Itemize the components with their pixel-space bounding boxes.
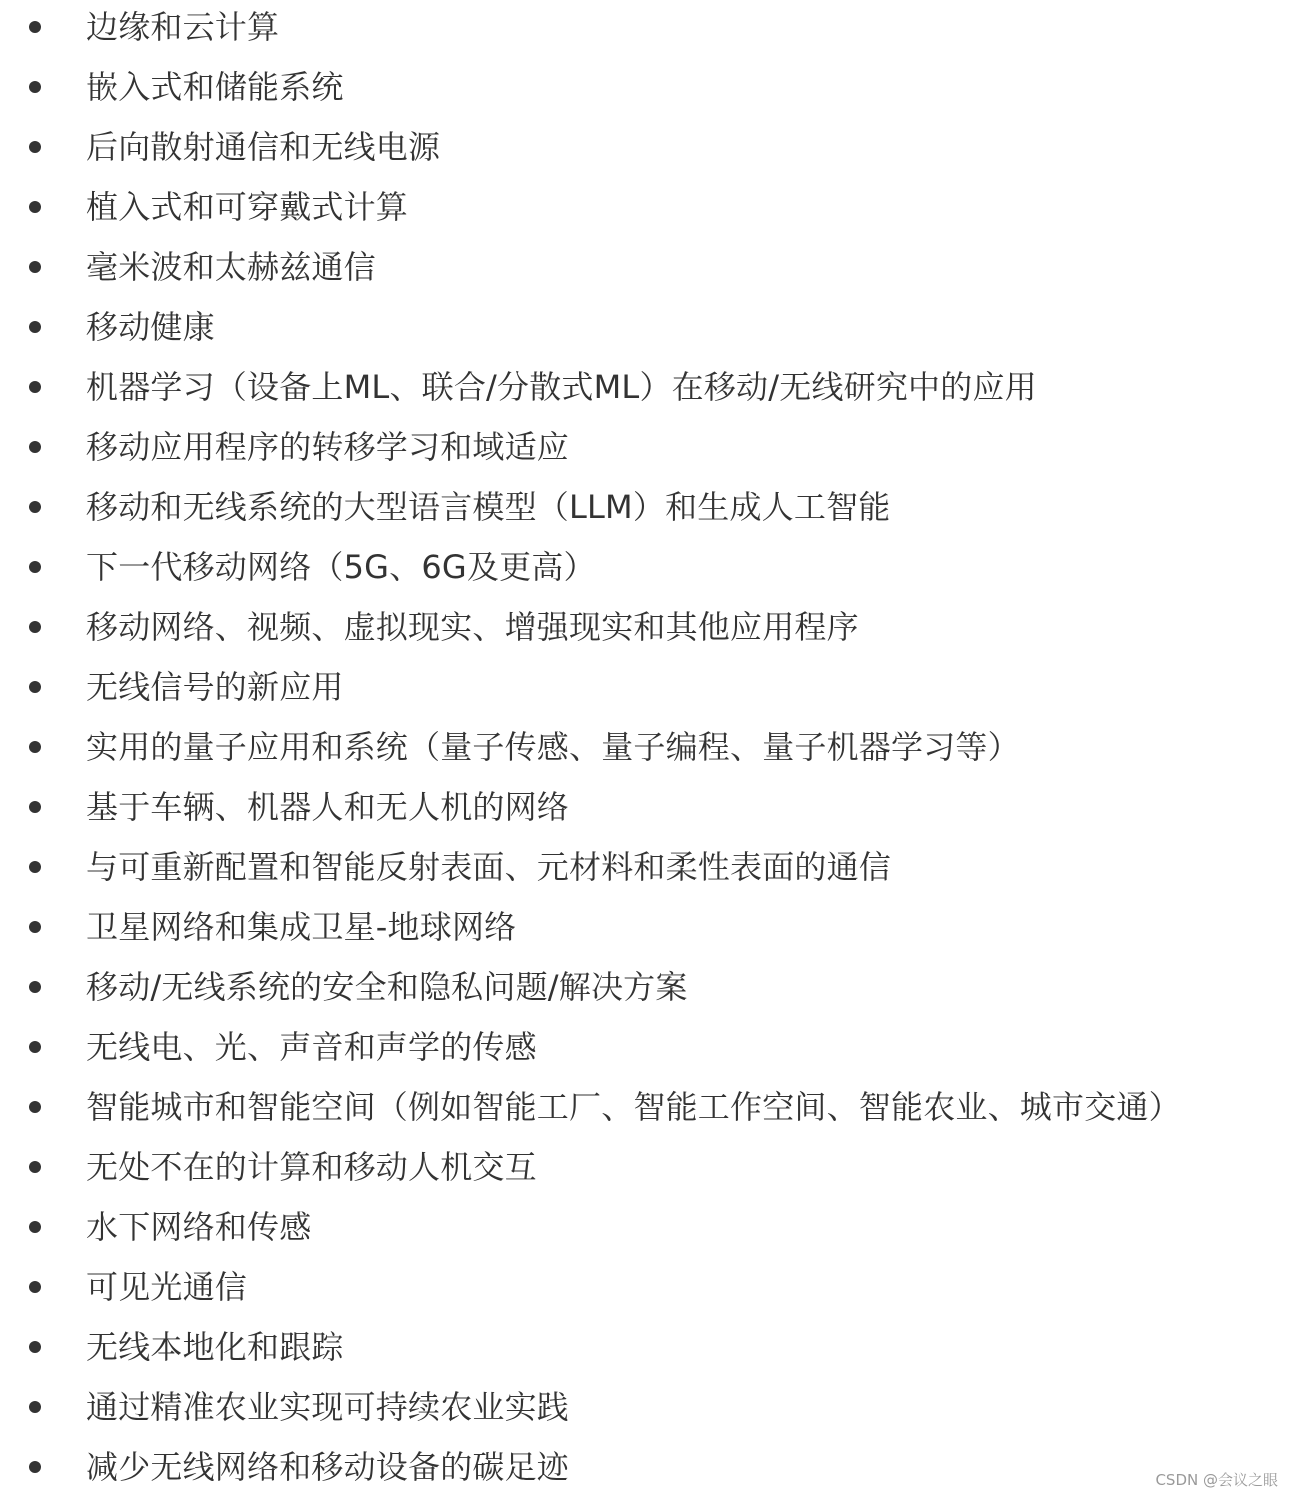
list-item-text: 下一代移动网络（5G、6G及更高） (86, 548, 596, 586)
list-item-text: 卫星网络和集成卫星-地球网络 (86, 908, 517, 946)
list-item-text: 减少无线网络和移动设备的碳足迹 (86, 1448, 570, 1486)
list-item-text: 毫米波和太赫兹通信 (86, 248, 376, 286)
list-item (0, 777, 1294, 837)
list-item (0, 117, 1294, 177)
watermark-text: CSDN @会议之眼 (1155, 1471, 1278, 1489)
list-item (0, 1377, 1294, 1437)
list-item-text: 智能城市和智能空间（例如智能工厂、智能工作空间、智能农业、城市交通） (86, 1088, 1181, 1126)
list-item-text: 可见光通信 (86, 1268, 248, 1306)
list-item-text: 边缘和云计算 (86, 8, 280, 46)
bullet-icon (29, 741, 41, 753)
bullet-icon (29, 441, 41, 453)
list-item-text: 与可重新配置和智能反射表面、元材料和柔性表面的通信 (86, 848, 892, 886)
list-item (0, 0, 1294, 57)
list-item-text: 无线信号的新应用 (86, 668, 344, 706)
list-item (0, 57, 1294, 117)
bullet-icon (29, 81, 41, 93)
bullet-icon (29, 1161, 41, 1173)
bullet-icon (29, 1401, 41, 1413)
bullet-icon (29, 981, 41, 993)
bullet-icon (29, 921, 41, 933)
list-item-text: 移动健康 (86, 308, 215, 346)
list-item-text: 机器学习（设备上ML、联合/分散式ML）在移动/无线研究中的应用 (86, 368, 1037, 406)
list-item (0, 357, 1294, 417)
list-item (0, 417, 1294, 477)
bullet-icon (29, 381, 41, 393)
list-item (0, 1017, 1294, 1077)
list-item-text: 基于车辆、机器人和无人机的网络 (86, 788, 570, 826)
list-item-text: 无线本地化和跟踪 (86, 1328, 344, 1366)
bullet-icon (29, 621, 41, 633)
bullet-icon (29, 1041, 41, 1053)
bullet-icon (29, 321, 41, 333)
bullet-icon (29, 861, 41, 873)
list-item (0, 177, 1294, 237)
list-item (0, 297, 1294, 357)
list-item-text: 通过精准农业实现可持续农业实践 (86, 1388, 570, 1426)
list-item-text: 移动/无线系统的安全和隐私问题/解决方案 (86, 968, 688, 1006)
bullet-icon (29, 1461, 41, 1473)
list-item (0, 1077, 1294, 1137)
list-item-text: 嵌入式和储能系统 (86, 68, 344, 106)
list-item (0, 1437, 1294, 1497)
list-item (0, 837, 1294, 897)
list-item (0, 477, 1294, 537)
list-item-text: 移动应用程序的转移学习和域适应 (86, 428, 570, 466)
list-item (0, 1137, 1294, 1197)
list-item-text: 实用的量子应用和系统（量子传感、量子编程、量子机器学习等） (86, 728, 1020, 766)
bullet-icon (29, 501, 41, 513)
bullet-icon (29, 141, 41, 153)
bullet-icon (29, 681, 41, 693)
list-item-text: 植入式和可穿戴式计算 (86, 188, 409, 226)
bullet-icon (29, 561, 41, 573)
bullet-icon (29, 801, 41, 813)
list-item (0, 717, 1294, 777)
bullet-icon (29, 201, 41, 213)
list-item-text: 移动网络、视频、虚拟现实、增强现实和其他应用程序 (86, 608, 859, 646)
list-item-text: 无处不在的计算和移动人机交互 (86, 1148, 537, 1186)
list-item (0, 657, 1294, 717)
list-item (0, 1317, 1294, 1377)
list-item (0, 957, 1294, 1017)
list-item (0, 1257, 1294, 1317)
list-item-text: 水下网络和传感 (86, 1208, 312, 1246)
list-item-text: 无线电、光、声音和声学的传感 (86, 1028, 537, 1066)
list-item (0, 597, 1294, 657)
list-item (0, 237, 1294, 297)
list-item-text: 后向散射通信和无线电源 (86, 128, 441, 166)
list-item (0, 1197, 1294, 1257)
bullet-icon (29, 21, 41, 33)
list-item-text: 移动和无线系统的大型语言模型（LLM）和生成人工智能 (86, 488, 891, 526)
list-item (0, 537, 1294, 597)
bullet-icon (29, 1221, 41, 1233)
list-item (0, 897, 1294, 957)
bullet-icon (29, 261, 41, 273)
bullet-icon (29, 1341, 41, 1353)
bullet-icon (29, 1101, 41, 1113)
bullet-icon (29, 1281, 41, 1293)
